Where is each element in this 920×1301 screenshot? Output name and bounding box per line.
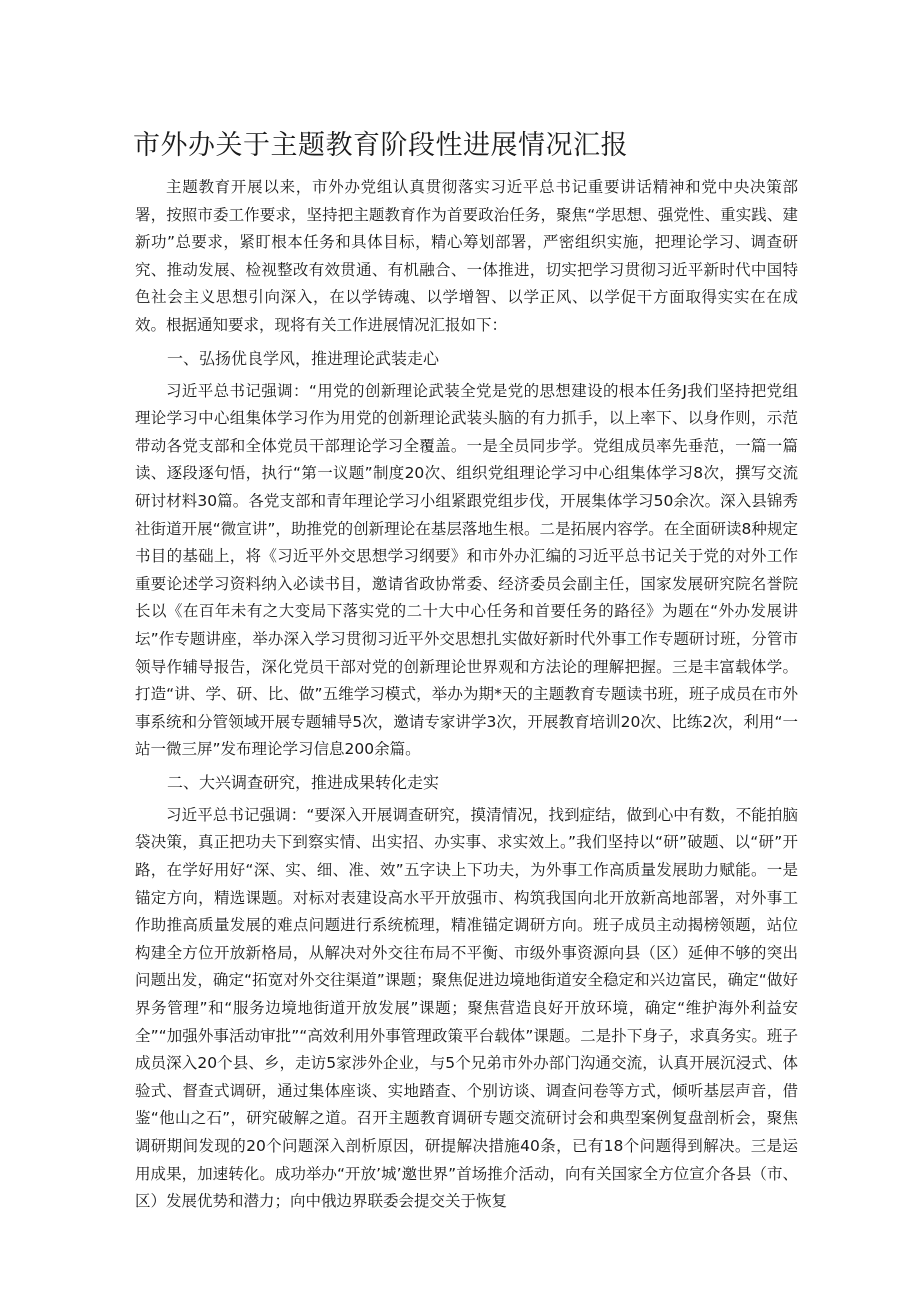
section-2-heading: 二、大兴调查研究，推进成果转化走实 [167,772,440,792]
intro-paragraph: 主题教育开展以来，市外办党组认真贯彻落实习近平总书记重要讲话精神和党中央决策部署，按照市委工作要求，坚持把主题教育作为首要政治任务，聚焦“学思想、强党性、重实践、建新功”总要求，紧盯根本任务和具体目标，精心筹划部署，严密组织实施，把理论学习、调查研究、推动发展、检视整改有效贯通、有机融合、一体推进，切实把学习贯彻习近平新时代中国特色社会主义思想引向深入，在以学铸魂、以学增智、以学正风、以学促干方面取得实实在在成效。根据通知要求，现将有关工作进展情况汇报如下： [135,178,798,334]
document-body [135,174,798,1216]
section-1-paragraph: 习近平总书记强调：“用党的创新理论武装全党是党的思想建设的根本任务J我们坚持把党组理论学习中心组集体学习作为用党的创新理论武装头脑的有力抓手，以上率下、以身作则，示范带动各党支部和全体党员干部理论学习全覆盖。一是全员同步学。党组成员率先垂范，一篇一篇读、逐段逐句悟，执行“第一议题”制度20次、组织党组理论学习中心组集体学习8次，撰写交流研讨材料30篇。各党支部和青年理论学习小组紧跟党组步伐，开展集体学习50余次。深入县锦秀社街道开展“微宣讲”，助推党的创新理论在基层落地生根。二是拓展内容学。在全面研读8种规定书目的基础上，将《习近平外交思想学习纲要》和市外办汇编的习近平总书记关于党的对外工作重要论述学习资料纳入必读书目，邀请省政协常委、经济委员会副主任，国家发展研究院名誉院长以《在百年未有之大变局下落实党的二十大中心任务和首要任务的路径》为题在“外办发展讲坛”作专题讲座，举办深入学习贯彻习近平外交思想扎实做好新时代外事工作专题研讨班，分管市领导作辅导报告，深化党员干部对党的创新理论世界观和方法论的理解把握。三是丰富载体学。打造“讲、学、研、比、做”五维学习模式，举办为期*天的主题教育专题读书班，班子成员在市外事系统和分管领域开展专题辅导5次，邀请专家讲学3次，开展教育培训20次、比练2次，利用“一站一微三屏”发布理论学习信息200余篇。 [135,381,798,759]
document-title: 市外办关于主题教育阶段性进展情况汇报 [133,130,628,161]
section-1-heading: 一、弘扬优良学风，推进理论武装走心 [167,348,440,368]
section-2-paragraph: 习近平总书记强调：“要深入开展调查研究，摸清情况，找到症结，做到心中有数，不能拍脑袋决策，真正把功夫下到察实情、出实招、办实事、求实效上。”我们坚持以“研”破题、以“研”开路，在学好用好“深、实、细、准、效”五字诀上下功夫，为外事工作高质量发展助力赋能。一是锚定方向，精选课题。对标对表建设高水平开放强市、构筑我国向北开放新高地部署，对外事工作助推高质量发展的难点问题进行系统梳理，精准锚定调研方向。班子成员主动揭榜领题，站位构建全方位开放新格局，从解决对外交往布局不平衡、市级外事资源向县（区）延伸不够的突出问题出发，确定“拓宽对外交往渠道”课题；聚焦促进边境地街道安全稳定和兴边富民，确定“做好界务管理”和“服务边境地街道开放发展”课题；聚焦营造良好开放环境，确定“维护海外利益安全”“加强外事活动审批”“高效利用外事管理政策平台载体”课题。二是扑下身子，求真务实。班子成员深入20个县、乡，走访5家涉外企业，与5个兄弟市外办部门沟通交流，认真开展沉浸式、体验式、督查式调研，通过集体座谈、实地踏查、个别访谈、调查问卷等方式，倾听基层声音，借鉴“他山之石”，研究破解之道。召开主题教育调研专题交流研讨会和典型案例复盘剖析会，聚焦调研期间发现的20个问题深入剖析原因，研提解决措施40条，已有18个问题得到解决。三是运用成果，加速转化。成功举办“开放’城’邀世界”首场推介活动，向有关国家全方位宣介各县（市、区）发展优势和潜力；向中俄边界联委会提交关于恢复 [135,805,798,1211]
